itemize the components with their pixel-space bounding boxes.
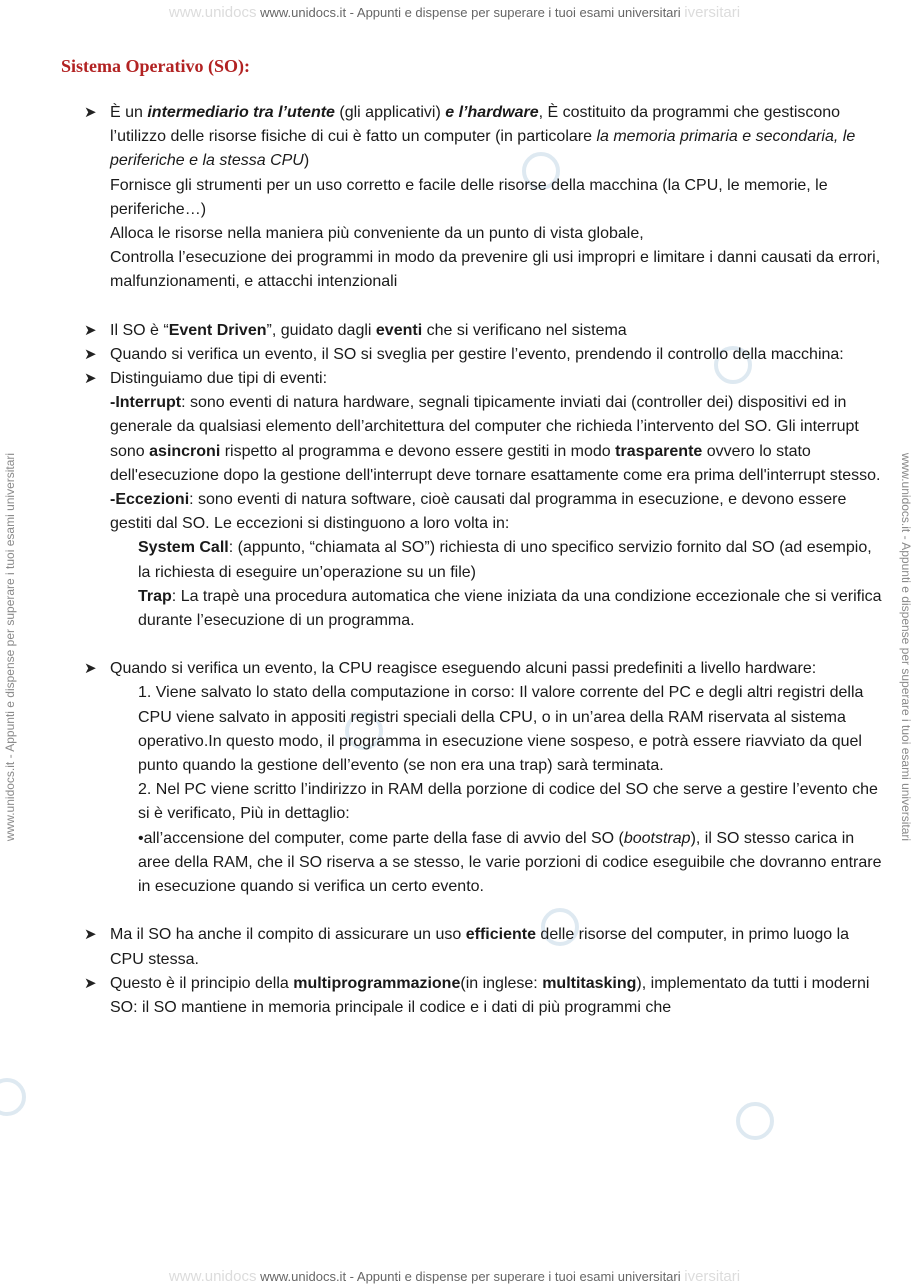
arrow-bullet-icon: ➤: [84, 104, 97, 121]
right-side-watermark: www.unidocs.it - Appunti e dispense per superare i tuoi esami universitari: [899, 452, 913, 842]
arrow-bullet-icon: ➤: [84, 345, 97, 363]
bullet-item: [84, 101, 884, 295]
footer-watermark: [0, 1268, 909, 1285]
bullet-item: [84, 367, 884, 633]
paragraph: Alloca le risorse nella maniera più conveniente da un punto di vista globale,: [110, 225, 644, 243]
footer-ghost-left: www.unidocs: [168, 1268, 257, 1285]
paragraph: Trap: La trapè una procedura automatica che viene iniziata da una condizione eccezionale che si verifica durante l’esecuzione di un programma.: [138, 587, 882, 630]
bullet-item: [84, 972, 884, 1020]
watermark-ghost-left: www.unidocs: [168, 4, 257, 21]
bullet-item: [84, 657, 884, 899]
paragraph: È un intermediario tra l’utente (gli applicativi) e l’hardware, È costituito da programmi che gestiscono l’utilizzo delle risorse fisiche di cui è fatto un computer (in particolare la memoria primaria e secondaria, le periferiche e la stessa CPU): [110, 104, 856, 170]
arrow-bullet-icon: ➤: [84, 370, 97, 388]
watermark-logo-icon: [736, 1102, 774, 1140]
paragraph: Fornisce gli strumenti per un uso corretto e facile delle risorse della macchina (la CPU, le memorie, le periferiche…): [110, 176, 828, 218]
paragraph: Quando si verifica un evento, la CPU reagisce eseguendo alcuni passi predefiniti a livello hardware:: [110, 660, 817, 678]
paragraph: Distinguiamo due tipi di eventi:: [110, 370, 328, 388]
paragraph: Ma il SO ha anche il compito di assicurare un uso efficiente delle risorse del computer, in primo luogo la CPU stessa.: [110, 926, 850, 968]
page-title: Sistema Operativo (SO):: [61, 56, 250, 76]
left-side-watermark: www.unidocs.it - Appunti e dispense per superare i tuoi esami universitari: [3, 452, 17, 842]
paragraph: 1. Viene salvato lo stato della computazione in corso: Il valore corrente del PC e degli altri registri della CPU viene salvato in appositi registri speciali della CPU, o in un’area della RAM riservata al sistema operativo.In questo modo, il programma in esecuzione viene sospeso, e potrà essere riavviato da quel punto quando la gestione dell’evento (se non era una trap) sarà terminata.: [138, 684, 864, 775]
paragraph: Controlla l’esecuzione dei programmi in modo da prevenire gli usi impropri e limitare i danni causati da errori, malfunzionamenti, e attacchi intenzionali: [110, 249, 881, 291]
paragraph: Il SO è “Event Driven”, guidato dagli eventi che si verificano nel sistema: [110, 321, 627, 339]
watermark-footer-text: www.unidocs.it - Appunti e dispense per superare i tuoi esami universitari: [260, 1269, 681, 1284]
header-watermark: [0, 4, 909, 21]
bullet-item: [84, 343, 884, 367]
arrow-bullet-icon: ➤: [84, 321, 97, 339]
paragraph: System Call: (appunto, “chiamata al SO”) richiesta di uno specifico servizio fornito dal SO (ad esempio, la richiesta di eseguire un’operazione su un file): [138, 539, 872, 581]
document-body: [84, 101, 884, 1020]
paragraph: -Eccezioni: sono eventi di natura software, cioè causati dal programma in esecuzione, e devono essere gestiti dal SO. Le eccezioni si distinguono a loro volta in:: [110, 491, 847, 533]
bullet-item: [84, 923, 884, 971]
arrow-bullet-icon: ➤: [84, 974, 97, 992]
watermark-ghost-right: iversitari: [684, 4, 741, 21]
arrow-bullet-icon: ➤: [84, 926, 97, 944]
bullet-item: [84, 319, 884, 343]
watermark-logo-icon: [0, 1078, 26, 1116]
paragraph: -Interrupt: sono eventi di natura hardware, segnali tipicamente inviati dai (controller dei) dispositivi ed in generale da qualsiasi elemento dell’architettura del computer che richieda l’intervento del SO. Gli interrupt sono asincroni rispetto al programma e devono essere gestiti in modo trasparente ovvero lo stato dell'esecuzione dopo la gestione dell'interrupt deve tornare esattamente come era prima dell'interrupt stesso.: [110, 394, 881, 484]
paragraph: Questo è il principio della multiprogrammazione(in inglese: multitasking), implementato da tutti i moderni SO: il SO mantiene in memoria principale il codice e i dati di più programmi che: [110, 974, 870, 1016]
paragraph: Quando si verifica un evento, il SO si sveglia per gestire l’evento, prendendo il controllo della macchina:: [110, 345, 844, 363]
paragraph: •all’accensione del computer, come parte della fase di avvio del SO (bootstrap), il SO stesso carica in aree della RAM, che il SO riserva a se stesso, le varie porzioni di codice eseguibile che dovranno entrare in esecuzione quando si verifica un certo evento.: [138, 829, 882, 896]
watermark-header-text: www.unidocs.it - Appunti e dispense per superare i tuoi esami universitari: [260, 5, 681, 20]
footer-ghost-right: iversitari: [684, 1268, 741, 1285]
arrow-bullet-icon: ➤: [84, 660, 97, 678]
paragraph: 2. Nel PC viene scritto l’indirizzo in RAM della porzione di codice del SO che serve a gestire l’evento che si è verificato, Più in dettaglio:: [138, 781, 878, 823]
